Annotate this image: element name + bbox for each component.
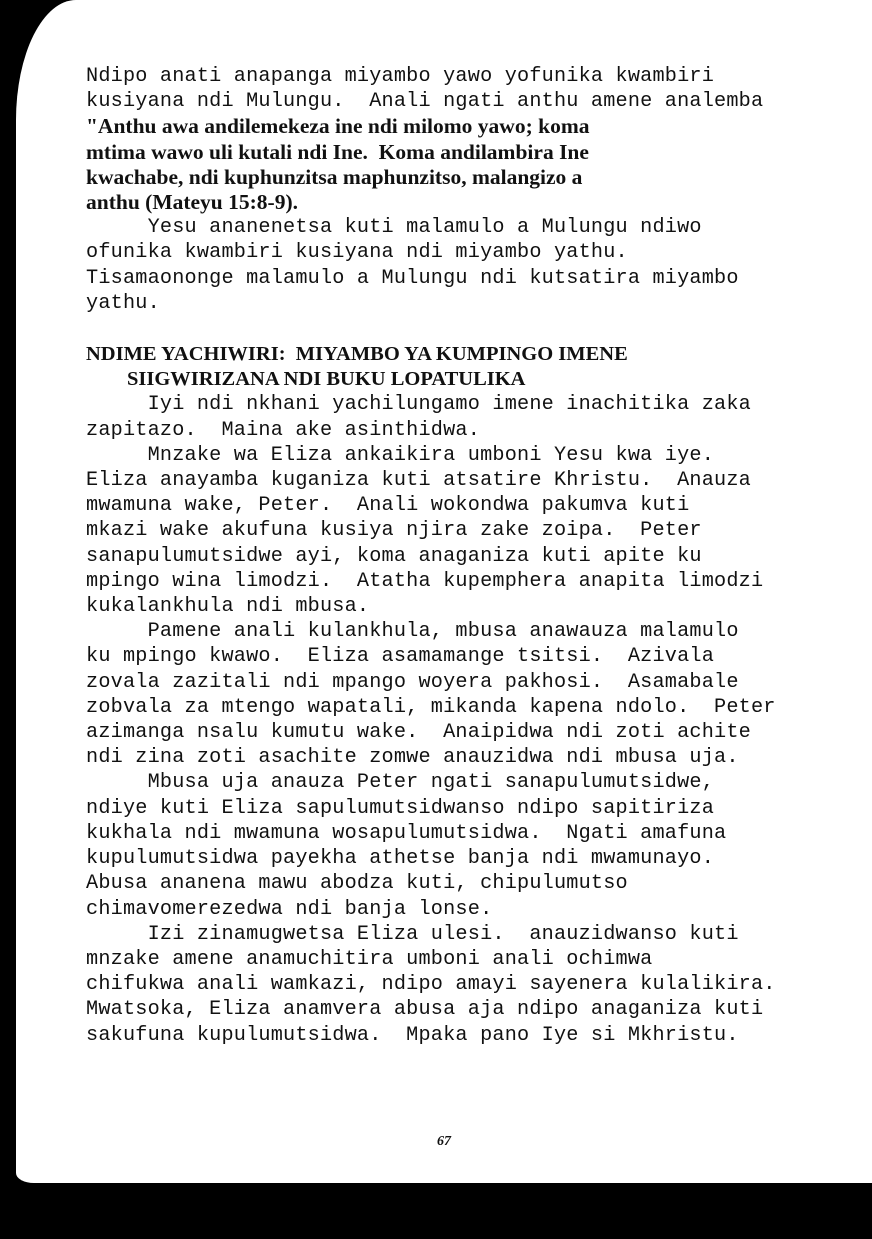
text-line: Izi zinamugwetsa Eliza ulesi. anauzidwanso kuti — [86, 922, 739, 946]
text-line: ndi zina zoti asachite zomwe anauzidwa ndi mbusa uja. — [86, 746, 739, 770]
text-line: sakufuna kupulumutsidwa. Mpaka pano Iye si Mkhristu. — [86, 1023, 739, 1047]
text-line: kukalankhula ndi mbusa. — [86, 595, 370, 619]
text-line: kukhala ndi mwamuna wosapulumutsidwa. Ngati amafuna — [86, 821, 727, 845]
scripture-quote-line: "Anthu awa andilemekeza ine ndi milomo yawo; koma — [86, 114, 590, 139]
text-line: zapitazo. Maina ake asinthidwa. — [86, 418, 481, 442]
text-line: Eliza anayamba kuganiza kuti atsatire Khristu. Anauza — [86, 469, 751, 493]
text-line: Mwatsoka, Eliza anamvera abusa aja ndipo anaganiza kuti — [86, 998, 764, 1022]
text-line: zovala zazitali ndi mpango woyera pakhosi. Asamabale — [86, 670, 739, 694]
book-page — [16, 0, 872, 1183]
text-line: kusiyana ndi Mulungu. Anali ngati anthu amene analemba — [86, 90, 764, 114]
text-line: Pamene anali kulankhula, mbusa anawauza malamulo — [86, 620, 739, 644]
scripture-quote-line: kwachabe, ndi kuphunzitsa maphunzitso, malangizo a — [86, 164, 583, 189]
text-line: mnzake amene anamuchitira umboni anali ochimwa — [86, 947, 653, 971]
page-number: 67 — [437, 1134, 451, 1149]
scripture-quote-line: mtima wawo uli kutali ndi Ine. Koma andilambira Ine — [86, 139, 589, 164]
text-line: Abusa ananena mawu abodza kuti, chipulumutso — [86, 872, 628, 896]
text-line: yathu. — [86, 291, 160, 315]
text-line: Mbusa uja anauza Peter ngati sanapulumutsidwe, — [86, 771, 715, 795]
text-line: mkazi wake akufuna kusiya njira zake zoipa. Peter — [86, 519, 702, 543]
text-line: kupulumutsidwa payekha athetse banja ndi mwamunayo. — [86, 847, 715, 871]
text-line: Ndipo anati anapanga miyambo yawo yofunika kwambiri — [86, 65, 715, 88]
text-line: sanapulumutsidwe ayi, koma anaganiza kuti apite ku — [86, 544, 702, 568]
text-line: chifukwa anali wamkazi, ndipo amayi sayenera kulalikira. — [86, 973, 776, 997]
text-line: ku mpingo kwawo. Eliza asamamange tsitsi. Azivala — [86, 645, 715, 669]
text-line: ofunika kwambiri kusiyana ndi miyambo yathu. — [86, 241, 628, 265]
section-heading: SIIGWIRIZANA NDI BUKU LOPATULIKA — [86, 368, 526, 391]
section-heading: NDIME YACHIWIRI: MIYAMBO YA KUMPINGO IMENE — [86, 343, 628, 366]
text-line: Mnzake wa Eliza ankaikira umboni Yesu kwa iye. — [86, 443, 715, 467]
text-line: Tisamaononge malamulo a Mulungu ndi kutsatira miyambo — [86, 266, 739, 290]
text-line: Iyi ndi nkhani yachilungamo imene inachitika zaka — [86, 393, 751, 417]
page-text — [86, 64, 826, 1048]
scripture-quote-line: anthu (Mateyu 15:8-9). — [86, 190, 298, 215]
text-line: azimanga nsalu kumutu wake. Anaipidwa ndi zoti achite — [86, 721, 751, 745]
text-line: chimavomerezedwa ndi banja lonse. — [86, 897, 493, 921]
text-line: Yesu ananenetsa kuti malamulo a Mulungu ndiwo — [86, 216, 702, 240]
text-line: ndiye kuti Eliza sapulumutsidwanso ndipo sapitiriza — [86, 796, 715, 820]
text-line: zobvala za mtengo wapatali, mikanda kapena ndolo. Peter — [86, 695, 776, 719]
text-line: mpingo wina limodzi. Atatha kupemphera anapita limodzi — [86, 569, 764, 593]
section-gap — [86, 316, 826, 342]
text-line: mwamuna wake, Peter. Anali wokondwa pakumva kuti — [86, 494, 690, 518]
